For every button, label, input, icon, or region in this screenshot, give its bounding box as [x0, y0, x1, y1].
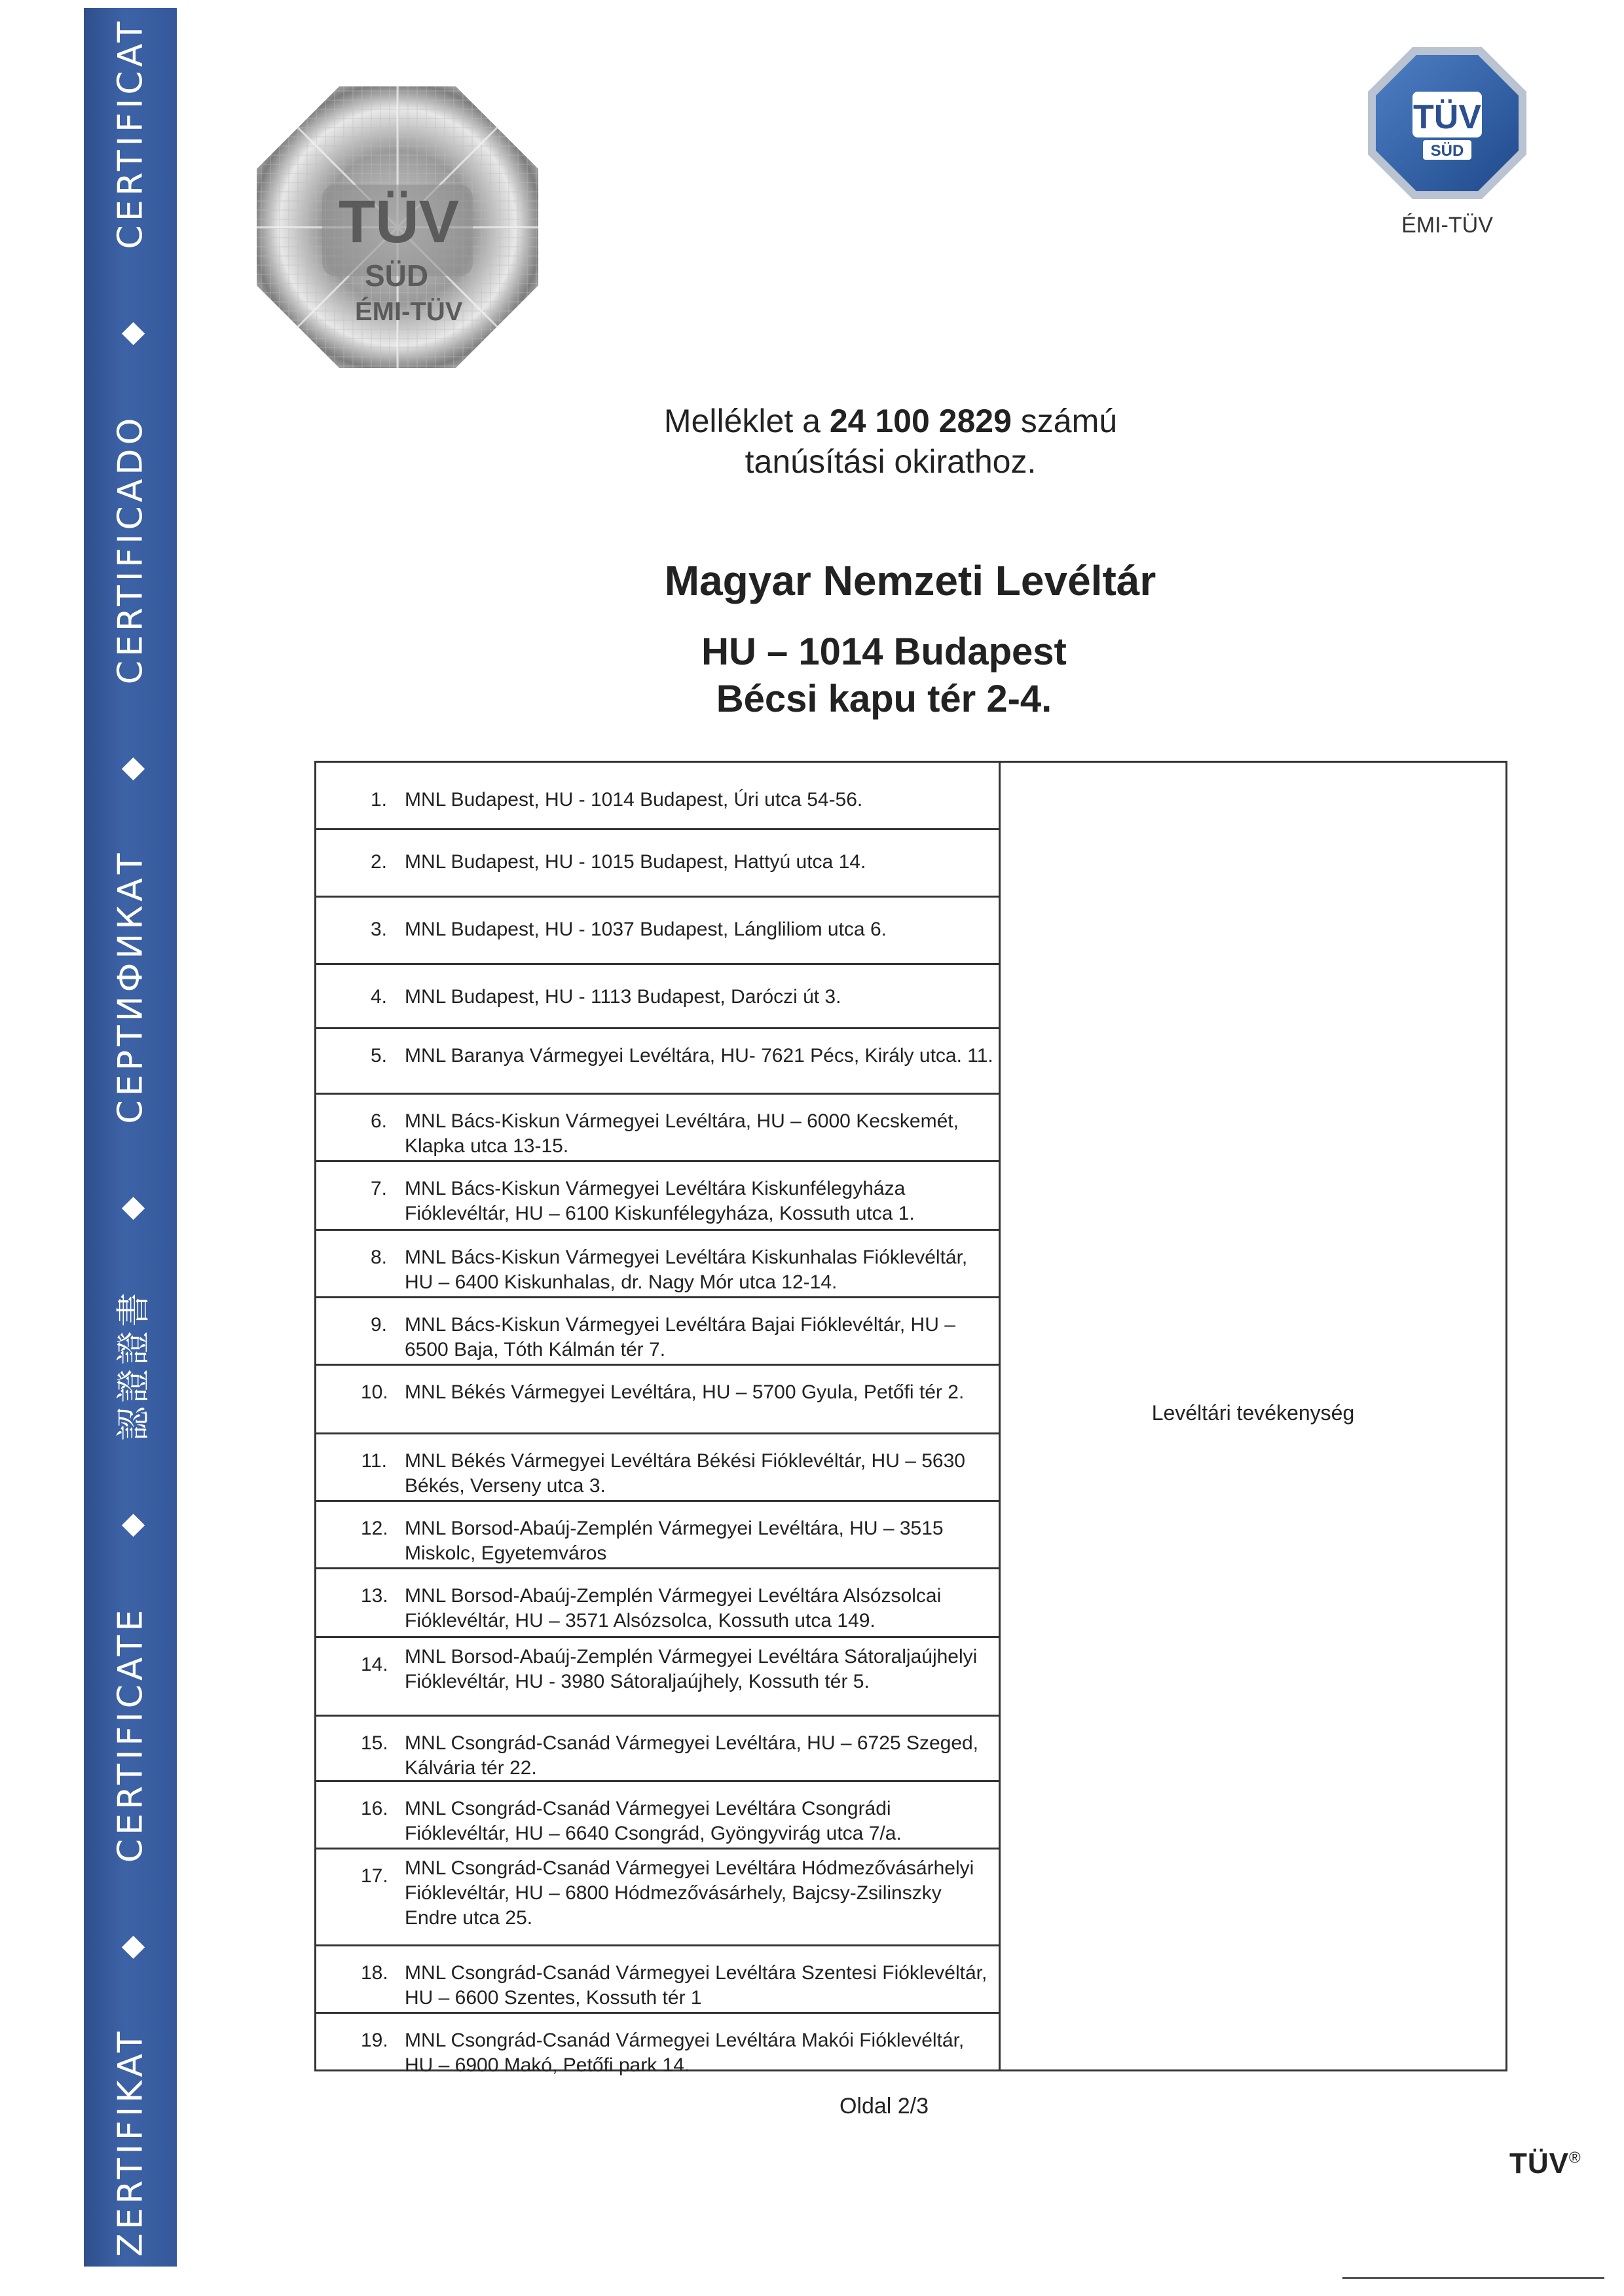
organization-address	[524, 629, 1244, 723]
table-row	[316, 1029, 999, 1095]
table-row	[316, 763, 999, 830]
row-number: 7.	[370, 1178, 387, 1199]
side-band-text	[106, 18, 155, 2257]
row-number: 4.	[370, 986, 387, 1008]
row-site: MNL Budapest, HU - 1015 Budapest, Hattyú utca 14.	[405, 851, 866, 873]
row-site: MNL Budapest, HU - 1014 Budapest, Úri utca 54-56.	[405, 789, 863, 811]
annex-title	[589, 401, 1192, 482]
row-site: MNL Békés Vármegyei Levéltára Békési Fióklevéltár, HU – 5630 Békés, Verseny utca 3.	[405, 1450, 965, 1497]
table-row	[316, 2014, 999, 2083]
table-row	[316, 1095, 999, 1162]
band-separator-icon: ◆	[113, 1192, 148, 1220]
row-number: 19.	[361, 2030, 388, 2051]
bottom-rule	[1342, 2277, 1604, 2279]
certificate-number: 24 100 2829	[829, 403, 1012, 439]
annex-suffix: számú	[1020, 403, 1118, 439]
row-site: MNL Budapest, HU - 1113 Budapest, Daróczi út 3.	[405, 986, 841, 1008]
row-number: 18.	[361, 1962, 388, 1984]
row-site: MNL Baranya Vármegyei Levéltára, HU- 7621 Pécs, Király utca. 11.	[405, 1045, 993, 1066]
row-number: 17.	[361, 1865, 388, 1887]
hologram-text-sud: SÜD	[365, 259, 429, 293]
row-number: 12.	[361, 1518, 388, 1539]
row-site: MNL Békés Vármegyei Levéltára, HU – 5700 Gyula, Petőfi tér 2.	[405, 1381, 965, 1403]
address-line-1: HU – 1014 Budapest	[701, 630, 1067, 673]
band-word-zertifikat: ZERTIFIKAT	[111, 2028, 150, 2257]
hologram-text-tuv: TÜV	[339, 189, 459, 255]
address-line-2: Bécsi kapu tér 2-4.	[716, 678, 1052, 720]
table-row	[316, 1638, 999, 1717]
row-number: 14.	[361, 1654, 388, 1675]
hologram-seal	[257, 86, 538, 368]
table-row	[316, 1298, 999, 1366]
table-row	[316, 1717, 999, 1782]
band-separator-icon: ◆	[113, 753, 148, 781]
sites-table-rows	[316, 763, 999, 2083]
row-site: MNL Budapest, HU - 1037 Budapest, Lángliliom utca 6.	[405, 919, 887, 940]
hologram-text-emi: ÉMI-TÜV	[355, 297, 463, 326]
table-row	[316, 1434, 999, 1502]
table-row	[316, 1231, 999, 1298]
row-number: 9.	[370, 1314, 387, 1336]
table-row	[316, 1850, 999, 1946]
row-site: MNL Csongrád-Csanád Vármegyei Levéltára Makói Fióklevéltár, HU – 6900 Makó, Petőfi park 14.	[405, 2030, 965, 2076]
row-site: MNL Csongrád-Csanád Vármegyei Levéltára Hódmezővásárhelyi Fióklevéltár, HU – 6800 Hódmezővásárhely, Bajcsy-Zsilinszky Endre utca 25.	[405, 1857, 974, 1929]
row-number: 13.	[361, 1585, 388, 1607]
table-row	[316, 1366, 999, 1434]
table-row	[316, 1946, 999, 2014]
tuv-footer-text: TÜV	[1509, 2147, 1569, 2179]
row-number: 5.	[370, 1045, 387, 1066]
table-row	[316, 1782, 999, 1850]
band-separator-icon: ◆	[113, 1931, 148, 1959]
tuv-footer-mark	[1509, 2147, 1581, 2180]
table-row	[316, 1162, 999, 1231]
logo-text-tuv: TÜV	[1413, 98, 1481, 136]
row-site: MNL Bács-Kiskun Vármegyei Levéltára Kiskunhalas Fióklevéltár, HU – 6400 Kiskunhalas, dr. Nagy Mór utca 12-14.	[405, 1247, 968, 1293]
band-word-chinese: 認證證書	[114, 1288, 154, 1441]
logo-caption: ÉMI-TÜV	[1401, 213, 1493, 238]
registered-mark: ®	[1569, 2149, 1581, 2167]
band-word-certificado: CERTIFICADO	[111, 414, 150, 685]
row-site: MNL Borsod-Abaúj-Zemplén Vármegyei Levéltára Alsózsolcai Fióklevéltár, HU – 3571 Alsózsolca, Kossuth utca 149.	[405, 1585, 942, 1631]
table-row	[316, 1502, 999, 1569]
page-number: Oldal 2/3	[839, 2094, 929, 2119]
row-site: MNL Csongrád-Csanád Vármegyei Levéltára Csongrádi Fióklevéltár, HU – 6640 Csongrád, Gyöngyvirág utca 7/a.	[405, 1798, 902, 1844]
row-site: MNL Borsod-Abaúj-Zemplén Vármegyei Levéltára, HU – 3515 Miskolc, Egyetemváros	[405, 1518, 944, 1564]
row-site: MNL Csongrád-Csanád Vármegyei Levéltára, HU – 6725 Szeged, Kálvária tér 22.	[405, 1732, 979, 1779]
row-site: MNL Bács-Kiskun Vármegyei Levéltára Bajai Fióklevéltár, HU – 6500 Baja, Tóth Kálmán tér 7.	[405, 1314, 955, 1360]
row-site: MNL Bács-Kiskun Vármegyei Levéltára, HU – 6000 Kecskemét, Klapka utca 13-15.	[405, 1110, 959, 1157]
table-row	[316, 965, 999, 1029]
band-separator-icon: ◆	[113, 318, 148, 346]
row-number: 2.	[370, 851, 387, 873]
tuv-sud-logo	[1365, 45, 1529, 202]
row-number: 15.	[361, 1732, 388, 1754]
row-number: 3.	[370, 919, 387, 940]
row-number: 6.	[370, 1110, 387, 1132]
band-word-certificate: CERTIFICATE	[111, 1605, 150, 1863]
annex-line2: tanúsítási okirathoz.	[745, 443, 1037, 480]
table-row	[316, 898, 999, 965]
row-site: MNL Borsod-Abaúj-Zemplén Vármegyei Levéltára Sátoraljaújhelyi Fióklevéltár, HU - 3980 Sátoraljaújhely, Kossuth tér 5.	[405, 1646, 978, 1692]
row-number: 11.	[361, 1450, 387, 1472]
row-site: MNL Csongrád-Csanád Vármegyei Levéltára Szentesi Fióklevéltár, HU – 6600 Szentes, Kossuth tér 1	[405, 1962, 987, 2009]
band-separator-icon: ◆	[113, 1510, 148, 1537]
band-word-russian: СЕРТИФИКАТ	[111, 849, 150, 1124]
row-number: 16.	[361, 1798, 388, 1819]
logo-text-sud: SÜD	[1430, 142, 1464, 160]
band-word-certificat: CERTIFICAT	[111, 18, 150, 249]
row-number: 10.	[361, 1381, 388, 1403]
row-site: MNL Bács-Kiskun Vármegyei Levéltára Kiskunfélegyháza Fióklevéltár, HU – 6100 Kiskunfélegyháza, Kossuth utca 1.	[405, 1178, 915, 1224]
organization-name: Magyar Nemzeti Levéltár	[664, 557, 1156, 604]
tuv-octagon-icon	[1365, 45, 1529, 202]
row-number: 1.	[370, 789, 387, 811]
table-row	[316, 830, 999, 898]
table-row	[316, 1569, 999, 1638]
activity-scope: Levéltári tevékenység	[1151, 1401, 1355, 1425]
row-number: 8.	[370, 1247, 387, 1268]
annex-prefix: Melléklet a	[663, 403, 821, 439]
